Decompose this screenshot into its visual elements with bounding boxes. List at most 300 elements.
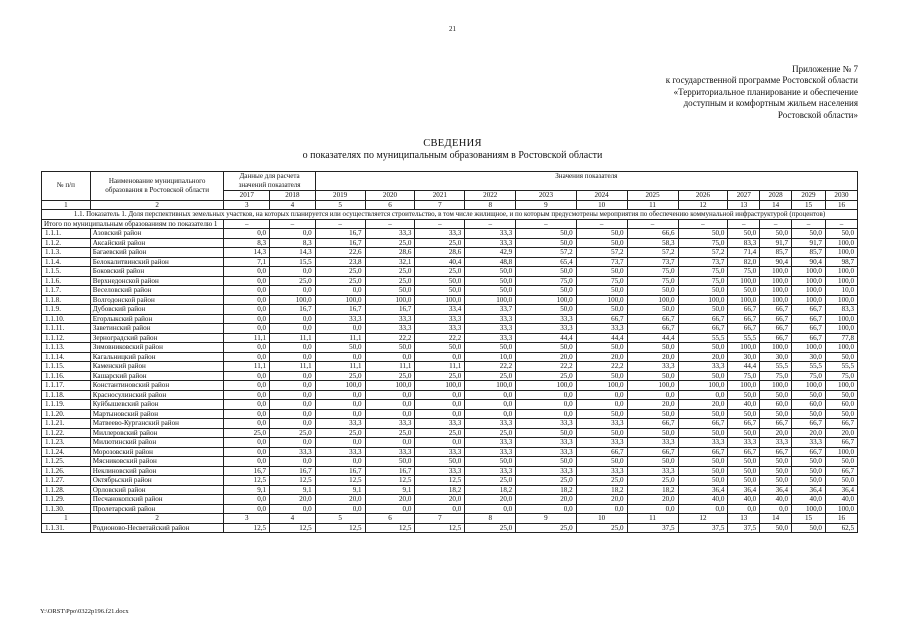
row-name: Константиновский район <box>90 381 224 391</box>
table-row <box>42 267 858 277</box>
row-value: 66,7 <box>627 324 678 334</box>
total-value: – <box>465 219 516 229</box>
row-value: 33,3 <box>465 333 516 343</box>
year-header: 2022 <box>465 191 516 201</box>
row-value: 50,0 <box>576 343 627 353</box>
row-value: 16,7 <box>365 305 415 315</box>
row-value: 50,0 <box>678 466 728 476</box>
header-row <box>42 172 858 191</box>
row-value: 75,0 <box>627 276 678 286</box>
row-value: 33,3 <box>415 324 465 334</box>
row-value: 40,0 <box>728 495 760 505</box>
row-value: 50,0 <box>315 343 365 353</box>
table-row <box>42 466 858 476</box>
row-value: 0,0 <box>415 504 465 514</box>
column-number: 8 <box>465 200 516 210</box>
row-value: 100,0 <box>365 381 415 391</box>
row-value: 50,0 <box>825 476 857 486</box>
row-value: 20,0 <box>315 495 365 505</box>
row-name: Орловский район <box>90 485 224 495</box>
row-value: 28,6 <box>415 248 465 258</box>
row-value: 0,0 <box>224 419 270 429</box>
row-value: 33,3 <box>627 438 678 448</box>
row-value: 0,0 <box>224 438 270 448</box>
column-number: 1 <box>42 200 91 210</box>
row-value: 22,2 <box>576 362 627 372</box>
row-value: 100,0 <box>516 295 576 305</box>
year-header: 2021 <box>415 191 465 201</box>
row-name: Куйбышевский район <box>90 400 224 410</box>
row-value: 0,0 <box>315 286 365 296</box>
row-number: 1.1.30. <box>42 504 91 514</box>
row-value: 0,0 <box>315 457 365 467</box>
row-value: 20,0 <box>760 428 792 438</box>
row-value: 0,0 <box>270 324 316 334</box>
row-value: 0,0 <box>315 438 365 448</box>
row-value: 50,0 <box>576 267 627 277</box>
row-value: 0,0 <box>678 390 728 400</box>
row-value: 33,3 <box>576 419 627 429</box>
row-value: 33,3 <box>627 362 678 372</box>
table-row <box>42 400 858 410</box>
year-header: 2025 <box>627 191 678 201</box>
total-value: – <box>678 219 728 229</box>
table-row <box>42 286 858 296</box>
row-value: 33,3 <box>516 447 576 457</box>
row-value: 20,0 <box>792 428 826 438</box>
row-value: 25,0 <box>365 371 415 381</box>
row-value: 50,0 <box>627 305 678 315</box>
row-value: 0,0 <box>224 495 270 505</box>
column-number: 6 <box>365 200 415 210</box>
total-value: – <box>825 219 857 229</box>
table-row <box>42 295 858 305</box>
row-value: 50,0 <box>678 229 728 239</box>
row-value: 25,0 <box>315 267 365 277</box>
row-value: 60,0 <box>760 400 792 410</box>
row-value: 0,0 <box>365 390 415 400</box>
total-value: – <box>270 219 316 229</box>
row-value: 0,0 <box>224 390 270 400</box>
row-value: 30,0 <box>760 352 792 362</box>
row-value: 50,0 <box>678 457 728 467</box>
row-value: 50,0 <box>516 286 576 296</box>
row-value: 33,3 <box>465 438 516 448</box>
row-value: 36,4 <box>825 485 857 495</box>
row-value: 20,0 <box>576 352 627 362</box>
row-value: 66,7 <box>760 333 792 343</box>
row-value: 12,5 <box>365 476 415 486</box>
row-value: 8,3 <box>224 238 270 248</box>
row-value: 33,3 <box>760 438 792 448</box>
row-value: 90,4 <box>792 257 826 267</box>
row-value: 50,0 <box>825 409 857 419</box>
row-value: 40,4 <box>415 257 465 267</box>
row-value: 18,2 <box>516 485 576 495</box>
row-value: 83,3 <box>728 238 760 248</box>
row-value: 33,3 <box>678 362 728 372</box>
row-value: 66,7 <box>728 305 760 315</box>
year-header: 2024 <box>576 191 627 201</box>
row-value: 100,0 <box>516 381 576 391</box>
row-value: 37,5 <box>627 523 678 533</box>
row-value: 100,0 <box>576 381 627 391</box>
row-value: 91,7 <box>792 238 826 248</box>
row-value: 98,7 <box>825 257 857 267</box>
row-value: 75,0 <box>728 371 760 381</box>
row-value: 33,3 <box>627 466 678 476</box>
row-value: 55,5 <box>678 333 728 343</box>
row-number: 1.1.18. <box>42 390 91 400</box>
column-number: 13 <box>728 200 760 210</box>
row-value: 50,0 <box>415 457 465 467</box>
row-value: 18,2 <box>465 485 516 495</box>
row-value: 0,0 <box>224 324 270 334</box>
row-value: 100,0 <box>315 381 365 391</box>
table-row <box>42 305 858 315</box>
row-value: 50,0 <box>678 476 728 486</box>
column-number: 14 <box>760 514 792 524</box>
row-number: 1.1.12. <box>42 333 91 343</box>
header-num: № п/п <box>42 172 91 201</box>
row-value: 50,0 <box>415 276 465 286</box>
row-value: 33,3 <box>365 419 415 429</box>
year-header: 2029 <box>792 191 826 201</box>
appendix-line: Приложение № 7 <box>792 64 858 74</box>
row-value: 25,0 <box>415 267 465 277</box>
row-value: 20,0 <box>415 495 465 505</box>
indicator-row <box>42 210 858 220</box>
row-value: 11,1 <box>315 333 365 343</box>
row-value: 0,0 <box>270 390 316 400</box>
row-value: 25,0 <box>365 238 415 248</box>
row-value: 100,0 <box>792 276 826 286</box>
row-number: 1.1.5. <box>42 267 91 277</box>
total-value: – <box>576 219 627 229</box>
row-value: 66,7 <box>576 314 627 324</box>
year-header: 2020 <box>365 191 415 201</box>
row-value: 66,7 <box>792 419 826 429</box>
row-name: Веселовский район <box>90 286 224 296</box>
row-value: 50,0 <box>760 409 792 419</box>
row-value: 66,7 <box>678 324 728 334</box>
row-value: 0,0 <box>678 504 728 514</box>
column-number: 9 <box>516 200 576 210</box>
row-name: Егорлыкский район <box>90 314 224 324</box>
row-value: 100,0 <box>825 248 857 258</box>
row-value: 0,0 <box>270 352 316 362</box>
row-value: 66,7 <box>760 324 792 334</box>
column-number-row-repeat <box>42 514 858 524</box>
row-value: 100,0 <box>465 295 516 305</box>
row-value: 50,0 <box>627 371 678 381</box>
row-value: 30,0 <box>728 352 760 362</box>
total-value: – <box>315 219 365 229</box>
column-number: 7 <box>415 514 465 524</box>
column-number: 3 <box>224 514 270 524</box>
row-value: 22,2 <box>516 362 576 372</box>
row-value: 100,0 <box>825 324 857 334</box>
row-value: 10,0 <box>465 352 516 362</box>
row-value: 0,0 <box>516 400 576 410</box>
row-value: 66,7 <box>728 447 760 457</box>
row-value: 75,0 <box>576 276 627 286</box>
row-value: 100,0 <box>760 343 792 353</box>
page-number: 21 <box>449 25 456 33</box>
row-name: Заветинский район <box>90 324 224 334</box>
row-value: 11,1 <box>365 362 415 372</box>
row-value: 18,2 <box>415 485 465 495</box>
row-value: 0,0 <box>516 409 576 419</box>
row-value: 25,0 <box>516 476 576 486</box>
row-number: 1.1.15. <box>42 362 91 372</box>
table-row <box>42 276 858 286</box>
indicators-table <box>41 171 858 533</box>
column-number: 5 <box>315 200 365 210</box>
row-value: 75,0 <box>516 276 576 286</box>
row-value: 16,7 <box>365 466 415 476</box>
row-value: 0,0 <box>270 314 316 324</box>
row-value: 0,0 <box>760 504 792 514</box>
table-row <box>42 504 858 514</box>
table-row <box>42 381 858 391</box>
column-number: 2 <box>90 200 224 210</box>
row-value: 100,0 <box>792 381 826 391</box>
row-value: 33,3 <box>415 447 465 457</box>
row-value: 50,0 <box>516 457 576 467</box>
indicator-title: 1.1. Показатель 1. Доля перспективных земельных участков, на которых планируется или осуществляется строительство, в том числе жилищное, и по которым предусмотрены мероприятия по обеспечению коммунальной инфраструктурой (процентов) <box>42 210 858 220</box>
row-value: 100,0 <box>465 381 516 391</box>
row-value: 50,0 <box>728 476 760 486</box>
row-value: 100,0 <box>792 504 826 514</box>
row-value: 0,0 <box>365 400 415 410</box>
row-value: 33,3 <box>465 466 516 476</box>
row-value: 66,7 <box>576 447 627 457</box>
row-number: 1.1.31. <box>42 523 91 533</box>
row-name: Азовский район <box>90 229 224 239</box>
column-number: 13 <box>728 514 760 524</box>
table-row <box>42 409 858 419</box>
row-value: 66,7 <box>728 324 760 334</box>
appendix-line: «Территориальное планирование и обеспечение <box>673 86 858 97</box>
row-value: 75,0 <box>627 267 678 277</box>
row-value: 9,1 <box>315 485 365 495</box>
table-row <box>42 476 858 486</box>
row-name: Октябрьский район <box>90 476 224 486</box>
row-value: 50,0 <box>760 476 792 486</box>
row-value: 0,0 <box>224 305 270 315</box>
row-value: 66,7 <box>825 466 857 476</box>
table-row <box>42 238 858 248</box>
row-value: 66,7 <box>678 419 728 429</box>
row-number: 1.1.4. <box>42 257 91 267</box>
row-number: 1.1.10. <box>42 314 91 324</box>
year-header: 2019 <box>315 191 365 201</box>
row-value: 16,7 <box>270 305 316 315</box>
column-number: 16 <box>825 200 857 210</box>
row-number: 1.1.17. <box>42 381 91 391</box>
row-value: 0,0 <box>270 371 316 381</box>
row-value: 0,0 <box>516 504 576 514</box>
row-value: 50,0 <box>792 523 826 533</box>
row-value: 0,0 <box>365 409 415 419</box>
row-value: 50,0 <box>576 457 627 467</box>
row-value: 50,0 <box>792 409 826 419</box>
row-value: 25,0 <box>315 428 365 438</box>
row-value: 33,3 <box>516 438 576 448</box>
row-value: 33,3 <box>516 466 576 476</box>
total-name: Итого по муниципальным образованиям по показателю 1 <box>42 219 224 229</box>
row-value: 18,2 <box>627 485 678 495</box>
row-value: 100,0 <box>678 381 728 391</box>
row-value: 33,3 <box>678 438 728 448</box>
file-path-footer: Y:\ORST\Ppo\0322p196.f21.docx <box>40 608 129 615</box>
row-value: 100,0 <box>760 381 792 391</box>
row-value: 50,0 <box>825 229 857 239</box>
row-value: 82,0 <box>728 257 760 267</box>
row-value: 83,3 <box>825 305 857 315</box>
row-value: 25,0 <box>415 238 465 248</box>
row-value: 33,3 <box>315 314 365 324</box>
row-value: 44,4 <box>728 362 760 372</box>
row-value: 100,0 <box>825 267 857 277</box>
table-row <box>42 324 858 334</box>
row-value: 50,0 <box>678 409 728 419</box>
year-header: 2027 <box>728 191 760 201</box>
row-value: 33,3 <box>465 419 516 429</box>
row-value: 73,7 <box>576 257 627 267</box>
total-value: – <box>760 219 792 229</box>
row-value: 50,0 <box>576 371 627 381</box>
row-value: 50,0 <box>678 305 728 315</box>
row-value: 23,8 <box>315 257 365 267</box>
row-value: 33,3 <box>415 466 465 476</box>
row-value: 50,0 <box>728 390 760 400</box>
row-value: 20,0 <box>465 495 516 505</box>
row-value: 0,0 <box>270 400 316 410</box>
row-value: 20,0 <box>825 428 857 438</box>
table-row <box>42 343 858 353</box>
row-value: 33,3 <box>415 314 465 324</box>
row-number: 1.1.26. <box>42 466 91 476</box>
subtitle: о показателях по муниципальным образованиям в Ростовской области <box>302 150 603 161</box>
row-value: 0,0 <box>415 438 465 448</box>
row-value: 8,3 <box>270 238 316 248</box>
row-value: 66,7 <box>678 314 728 324</box>
row-value: 0,0 <box>224 381 270 391</box>
row-value: 0,0 <box>365 438 415 448</box>
row-value: 9,1 <box>224 485 270 495</box>
row-value: 50,0 <box>760 229 792 239</box>
row-value: 20,0 <box>270 495 316 505</box>
row-value: 16,7 <box>315 238 365 248</box>
row-value: 25,0 <box>365 428 415 438</box>
table-row <box>42 485 858 495</box>
row-value: 25,0 <box>365 267 415 277</box>
row-value: 12,5 <box>270 476 316 486</box>
row-value: 0,0 <box>728 504 760 514</box>
column-number: 9 <box>516 514 576 524</box>
row-value: 0,0 <box>270 267 316 277</box>
row-value: 90,4 <box>760 257 792 267</box>
row-value: 36,4 <box>792 485 826 495</box>
row-value: 50,0 <box>792 466 826 476</box>
table-row <box>42 248 858 258</box>
header-calc: Данные для расчета значений показателя <box>224 172 315 191</box>
row-value: 60,0 <box>792 400 826 410</box>
row-value: 57,2 <box>678 248 728 258</box>
row-value: 0,0 <box>315 352 365 362</box>
row-value: 100,0 <box>792 286 826 296</box>
row-name: Пролетарский район <box>90 504 224 514</box>
row-value: 20,0 <box>627 400 678 410</box>
row-value: 100,0 <box>825 343 857 353</box>
row-number: 1.1.2. <box>42 238 91 248</box>
row-value: 55,5 <box>825 362 857 372</box>
row-value: 57,2 <box>627 248 678 258</box>
row-value: 0,0 <box>415 390 465 400</box>
row-value: 33,3 <box>465 229 516 239</box>
row-value: 75,0 <box>678 238 728 248</box>
table-row <box>42 333 858 343</box>
appendix-line: доступным и комфортным жильем населения <box>683 98 858 109</box>
document-title <box>0 138 905 162</box>
row-number: 1.1.9. <box>42 305 91 315</box>
row-value: 40,0 <box>678 495 728 505</box>
row-value: 50,0 <box>516 229 576 239</box>
row-value: 50,0 <box>627 428 678 438</box>
row-value: 33,3 <box>315 447 365 457</box>
column-number: 5 <box>315 514 365 524</box>
row-value: 33,3 <box>465 238 516 248</box>
row-value: 0,0 <box>315 390 365 400</box>
row-value: 75,0 <box>728 267 760 277</box>
row-value: 12,5 <box>365 523 415 533</box>
row-value: 25,0 <box>516 371 576 381</box>
row-value: 33,3 <box>315 419 365 429</box>
column-number: 3 <box>224 200 270 210</box>
row-name: Морозовский район <box>90 447 224 457</box>
row-number: 1.1.14. <box>42 352 91 362</box>
row-value: 50,0 <box>728 286 760 296</box>
row-value: 66,7 <box>678 447 728 457</box>
row-value: 50,0 <box>365 343 415 353</box>
table-row <box>42 314 858 324</box>
row-name: Миллеровский район <box>90 428 224 438</box>
row-value: 15,5 <box>270 257 316 267</box>
row-value: 50,0 <box>576 305 627 315</box>
row-value: 0,0 <box>270 381 316 391</box>
row-value: 0,0 <box>224 447 270 457</box>
row-value: 66,7 <box>792 447 826 457</box>
row-value: 0,0 <box>315 504 365 514</box>
row-value: 33,3 <box>465 447 516 457</box>
row-value: 20,0 <box>678 400 728 410</box>
row-value: 75,0 <box>825 371 857 381</box>
row-value: 66,7 <box>627 314 678 324</box>
row-value: 91,7 <box>760 238 792 248</box>
row-value: 50,0 <box>576 428 627 438</box>
row-value: 100,0 <box>728 343 760 353</box>
row-value: 0,0 <box>270 343 316 353</box>
row-value: 66,7 <box>792 305 826 315</box>
row-name: Милютинский район <box>90 438 224 448</box>
row-value: 0,0 <box>415 352 465 362</box>
row-value: 50,0 <box>728 229 760 239</box>
row-value: 0,0 <box>270 457 316 467</box>
row-value: 12,5 <box>415 523 465 533</box>
row-value: 50,0 <box>728 457 760 467</box>
